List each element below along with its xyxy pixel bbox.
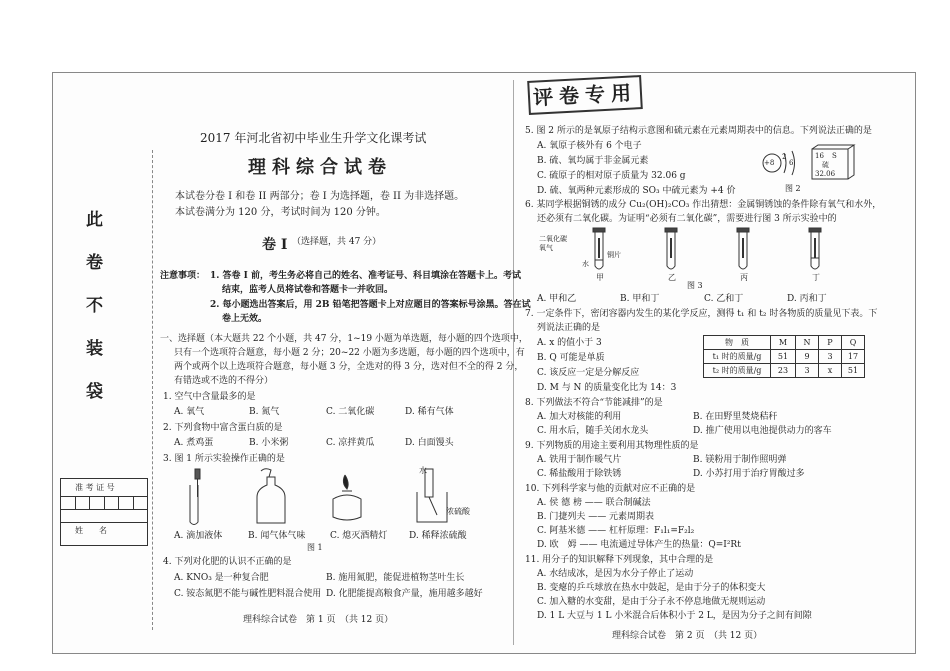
side-char-5: 袋	[86, 382, 103, 402]
q1-opt-d: D. 稀有气体	[405, 407, 454, 417]
fig2-nucleus: +8	[764, 159, 775, 167]
q8-stem: 8. 下列做法不符合“节能减排”的是	[525, 398, 663, 408]
fig2-symbol: S	[832, 152, 837, 160]
divider	[61, 522, 147, 523]
table-header-cell: 物 质	[704, 336, 771, 350]
fig1-label-d: D. 稀释浓硫酸	[409, 531, 467, 541]
section1-c: 两个或两个以上选项符合题意，每小题 3 分，全选对的得 3 分，选对但不全的得 2 分，	[174, 362, 524, 372]
exam-id-label: 准 考 证 号	[75, 483, 115, 492]
table-header-cell: N	[796, 336, 819, 350]
fig3-label-o2: 氧气	[539, 244, 553, 252]
figure-2	[760, 145, 860, 185]
cut-line	[152, 150, 153, 630]
side-char-1: 此	[86, 210, 103, 230]
table-cell: x	[819, 364, 842, 378]
table-cell: 3	[796, 364, 819, 378]
table-cell: 51	[771, 350, 796, 364]
intro-line-1: 本试卷分卷 I 和卷 II 两部分；卷 I 为选择题，卷 II 为非选择题。	[175, 191, 465, 202]
fig3-label-co2: 二氧化碳	[539, 235, 567, 243]
exam-title: 2017 年河北省初中毕业生升学文化课考试	[200, 131, 427, 145]
q5-opt-c: C. 硫原子的相对原子质量为 32.06 g	[537, 171, 686, 181]
q7-opt-b: B. Q 可能是单质	[537, 353, 605, 363]
q7-stem-b: 列说法正确的是	[537, 323, 601, 333]
q11-opt-c: C. 加入糖的水变甜，是由于分子永不停息地做无规则运动	[537, 597, 766, 607]
q6-opt-d: D. 丙和丁	[787, 294, 827, 304]
page-2-footer: 理科综合试卷 第 2 页 （共 12 页）	[612, 631, 763, 641]
fig3-tube-yi: 乙	[668, 273, 676, 282]
table-cell: t₁ 时的质量/g	[704, 350, 771, 364]
fig1-label-a: A. 滴加液体	[174, 531, 223, 541]
q3-stem: 3. 图 1 所示实验操作正确的是	[163, 454, 285, 464]
q9-opt-a: A. 铁用于制作暖气片	[537, 455, 622, 465]
q9-opt-b: B. 镁粉用于制作照明弹	[693, 455, 787, 465]
fig3-label-water: 水	[582, 260, 589, 268]
q1-opt-b: B. 氮气	[249, 407, 280, 417]
side-char-2: 卷	[86, 253, 103, 273]
q6-opt-b: B. 甲和丁	[620, 294, 660, 304]
intro-line-2: 本试卷满分为 120 分，考试时间为 120 分钟。	[175, 207, 386, 218]
q9-stem: 9. 下列物质的用途主要利用其物理性质的是	[525, 441, 699, 451]
table-cell: t₂ 时的质量/g	[704, 364, 771, 378]
fig3-tube-jia: 甲	[596, 273, 604, 282]
fig2-atomic-number: 16	[815, 152, 824, 160]
fig3-tube-bing: 丙	[740, 273, 748, 282]
fig2-electron-2: 6	[789, 159, 794, 167]
notice-2b: 卷上无效。	[222, 314, 268, 324]
table-cell: 17	[842, 350, 865, 364]
table-row	[704, 364, 865, 378]
fig1-caption: 图 1	[307, 543, 323, 552]
notice-1b: 结束，监考人员将试卷和答题卡一并收回。	[222, 285, 394, 295]
table-header-cell: P	[819, 336, 842, 350]
id-grid	[61, 509, 147, 510]
fig2-mass: 32.06	[815, 170, 836, 178]
q11-stem: 11. 用分子的知识解释下列现象，其中合理的是	[525, 555, 714, 565]
fig1-label-b: B. 闻气体气味	[248, 531, 306, 541]
q10-opt-b: B. 门捷列夫 —— 元素周期表	[537, 512, 655, 522]
q4-stem: 4. 下列对化肥的认识不正确的是	[163, 557, 292, 567]
q2-stem: 2. 下列食物中富含蛋白质的是	[163, 423, 283, 433]
q4-opt-b: B. 施用氮肥，能促进植物茎叶生长	[326, 573, 465, 583]
notice-2a: 2. 每小题选出答案后，用 2B 铅笔把答题卡上对应题目的答案标号涂黑。答在试	[210, 300, 531, 310]
q6-stem-a: 6. 某同学根据铜锈的成分 Cu₂(OH)₂CO₃ 作出猜想：金属铜锈蚀的条件除有氧气和水外，	[525, 200, 882, 210]
figure-1	[185, 467, 475, 527]
q8-opt-c: C. 用水后，随手关闭水龙头	[537, 426, 649, 436]
q9-opt-c: C. 稀盐酸用于除铁锈	[537, 469, 622, 479]
q6-opt-c: C. 乙和丁	[704, 294, 744, 304]
q11-opt-a: A. 水结成冰，是因为水分子停止了运动	[537, 569, 694, 579]
q7-stem-a: 7. 一定条件下，密闭容器内发生的某化学反应，测得 t₁ 和 t₂ 时各物质的质量见下表。下	[525, 309, 878, 319]
table-row	[704, 350, 865, 364]
q7-opt-a: A. x 的值小于 3	[537, 338, 602, 348]
q2-opt-a: A. 煮鸡蛋	[174, 438, 214, 448]
fig2-electron-1: 2	[782, 153, 787, 161]
fig1-water-label: 水	[419, 466, 427, 475]
fig2-name: 硫	[822, 161, 829, 169]
q2-opt-b: B. 小米粥	[249, 438, 289, 448]
q4-opt-a: A. KNO₃ 是一种复合肥	[174, 573, 269, 583]
q5-opt-b: B. 硫、氧均属于非金属元素	[537, 156, 649, 166]
fig3-caption: 图 3	[687, 281, 703, 290]
q1-opt-a: A. 氧气	[174, 407, 205, 417]
section1-a: 一、选择题（本大题共 22 个小题，共 47 分，1~19 小题为单选题，每小题的四个选项中，	[160, 334, 528, 344]
fig1-acid-label: 浓硫酸	[446, 507, 470, 516]
fig1-label-c: C. 熄灭酒精灯	[330, 531, 388, 541]
candidate-info-box	[60, 478, 148, 546]
q4-opt-d: D. 化肥能提高粮食产量，施用越多越好	[326, 589, 483, 599]
table-cell: 51	[842, 364, 865, 378]
table-header-cell: Q	[842, 336, 865, 350]
q10-opt-d: D. 欧 姆 —— 电流通过导体产生的热量：Q=I²Rt	[537, 540, 741, 550]
section1-d: 有错选或不选的不得分）	[174, 376, 274, 386]
review-stamp: 评卷专用	[527, 75, 643, 115]
fig3-tube-ding: 丁	[812, 273, 820, 282]
q5-stem: 5. 图 2 所示的是氧原子结构示意图和硫元素在元素周期表中的信息。下列说法正确的是	[525, 126, 872, 136]
q6-stem-b: 还必须有二氧化碳。为证明“必须有二氧化碳”，需要进行图 3 所示实验中的	[537, 214, 837, 224]
q4-opt-c: C. 铵态氮肥不能与碱性肥料混合使用	[174, 589, 322, 599]
q1-stem: 1. 空气中含量最多的是	[163, 392, 256, 402]
q6-opt-a: A. 甲和乙	[537, 294, 577, 304]
table-cell: 23	[771, 364, 796, 378]
q11-opt-b: B. 变瘪的乒乓球放在热水中鼓起，是由于分子的体积变大	[537, 583, 766, 593]
side-char-4: 装	[86, 339, 103, 359]
q8-opt-d: D. 推广使用以电池提供动力的客车	[693, 426, 832, 436]
fig3-label-cu: 铜片	[607, 251, 621, 259]
q10-opt-c: C. 阿基米德 —— 杠杆原理：F₁l₁=F₂l₂	[537, 526, 695, 536]
juan1-title: 卷 I	[262, 237, 288, 253]
q1-opt-c: C. 二氧化碳	[326, 407, 375, 417]
table-cell: 9	[796, 350, 819, 364]
q5-opt-d: D. 硫、氧两种元素形成的 SO₃ 中硫元素为 +4 价	[537, 186, 736, 196]
q7-opt-c: C. 该反应一定是分解反应	[537, 368, 640, 378]
name-label: 姓 名	[75, 526, 107, 535]
q8-opt-b: B. 在田野里焚烧秸秆	[693, 412, 778, 422]
notice-1a: 1. 答卷 I 前，考生务必将自己的姓名、准考证号、科目填涂在答题卡上。考试	[210, 271, 522, 281]
section1-b: 只有一个选项符合题意，每小题 2 分；20~22 小题为多选题，每小题的四个选项中，有	[174, 348, 525, 358]
q11-opt-d: D. 1 L 大豆与 1 L 小米混合后体积小于 2 L，是因为分子之间有间隙	[537, 611, 812, 621]
q2-opt-d: D. 白面馒头	[405, 438, 454, 448]
subject-title: 理科综合试卷	[248, 157, 392, 178]
q2-opt-c: C. 凉拌黄瓜	[326, 438, 375, 448]
q9-opt-d: D. 小苏打用于治疗胃酸过多	[693, 469, 805, 479]
side-char-3: 不	[86, 296, 103, 316]
q7-opt-d: D. M 与 N 的质量变化比为 14：3	[537, 383, 677, 393]
q10-opt-a: A. 侯 德 榜 —— 联合制碱法	[537, 498, 651, 508]
q10-stem: 10. 下列科学家与他的贡献对应不正确的是	[525, 484, 696, 494]
table-header-cell: M	[771, 336, 796, 350]
q8-opt-a: A. 加大对核能的利用	[537, 412, 622, 422]
table-cell: 3	[819, 350, 842, 364]
q5-opt-a: A. 氧原子核外有 6 个电子	[537, 141, 642, 151]
mass-table	[703, 335, 865, 378]
juan1-subtitle: （选择题，共 47 分）	[292, 237, 382, 247]
page-1-footer: 理科综合试卷 第 1 页 （共 12 页）	[243, 615, 394, 625]
fig2-caption: 图 2	[785, 184, 801, 193]
table-header-row	[704, 336, 865, 350]
notice-label: 注意事项：	[160, 271, 206, 281]
